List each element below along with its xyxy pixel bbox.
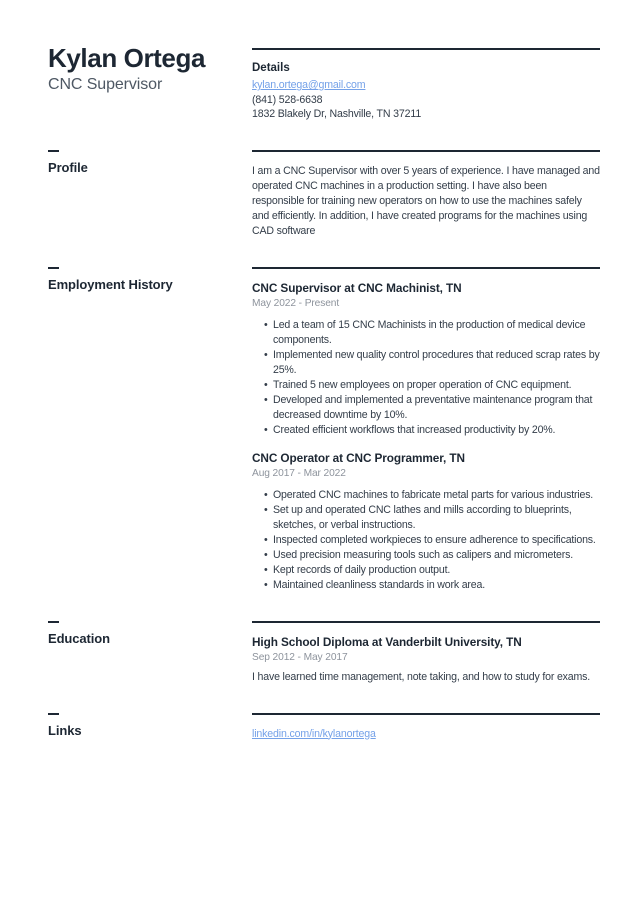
education-section (48, 621, 600, 685)
email-link[interactable]: kylan.ortega@gmail.com (252, 79, 366, 91)
employment-heading: Employment History (48, 276, 173, 292)
job-entry (252, 281, 600, 438)
job-title: CNC Operator at CNC Programmer, TN (252, 450, 465, 465)
profile-left (48, 150, 252, 175)
linkedin-link[interactable]: linkedin.com/in/kylanortega (252, 727, 376, 740)
header-left (48, 44, 252, 94)
job-bullet: • Operated CNC machines to fabricate metal parts for various industries. (252, 488, 600, 503)
education-divider (252, 621, 600, 623)
education-title: High School Diploma at Vanderbilt University, TN (252, 634, 522, 649)
employment-section (48, 267, 600, 593)
job-bullet: • Maintained cleanliness standards in work area. (252, 578, 600, 593)
job-bullet: • Implemented new quality control procedures that reduced scrap rates by 25%. (252, 348, 600, 378)
section-dash (48, 150, 59, 152)
job-title: CNC Supervisor at CNC Machinist, TN (252, 280, 462, 295)
email-line (252, 78, 600, 93)
job-bullet-list (252, 488, 600, 593)
job-bullet: • Trained 5 new employees on proper operation of CNC equipment. (252, 378, 600, 393)
education-dates: Sep 2012 - May 2017 (252, 651, 348, 663)
job-bullet-list (252, 318, 600, 438)
links-divider (252, 713, 600, 715)
header-section (48, 44, 600, 122)
job-dates: May 2022 - Present (252, 297, 340, 309)
header-right (252, 44, 600, 122)
job-bullet: • Kept records of daily production output. (252, 563, 600, 578)
job-bullet: • Created efficient workflows that increased productivity by 20%. (252, 423, 600, 438)
links-heading: Links (48, 722, 82, 738)
links-left (48, 713, 252, 738)
profile-heading: Profile (48, 159, 88, 175)
education-heading: Education (48, 630, 110, 646)
job-bullet: • Set up and operated CNC lathes and mills according to blueprints, sketches, or verbal instructions. (252, 503, 600, 533)
links-right (252, 713, 600, 742)
links-section (48, 713, 600, 742)
section-dash (48, 267, 59, 269)
person-job-title: CNC Supervisor (48, 76, 163, 94)
phone-line: (841) 528-6638 (252, 93, 323, 106)
education-left (48, 621, 252, 646)
employment-right (252, 267, 600, 593)
details-divider (252, 48, 600, 50)
section-dash (48, 713, 59, 715)
job-bullet: • Led a team of 15 CNC Machinists in the production of medical device components. (252, 318, 600, 348)
education-right (252, 621, 600, 685)
education-entry (252, 635, 600, 685)
profile-text: I am a CNC Supervisor with over 5 years of experience. I have managed and operated CNC machines in a production setting. I have also been responsible for training new operators on how to use the machines safely and efficiently. In addition, I have created programs for the machines using CAD software (252, 164, 600, 237)
person-name: Kylan Ortega (48, 43, 206, 73)
profile-divider (252, 150, 600, 152)
details-block (252, 62, 600, 122)
section-dash (48, 621, 59, 623)
employment-left (48, 267, 252, 292)
profile-right (252, 150, 600, 239)
address-line: 1832 Blakely Dr, Nashville, TN 37211 (252, 108, 422, 120)
job-entry (252, 451, 600, 593)
job-dates: Aug 2017 - Mar 2022 (252, 467, 346, 479)
job-bullet: • Developed and implemented a preventative maintenance program that decreased downtime by 10%. (252, 393, 600, 423)
details-heading: Details (252, 62, 290, 74)
employment-divider (252, 267, 600, 269)
job-bullet: • Used precision measuring tools such as calipers and micrometers. (252, 548, 600, 563)
education-text: I have learned time management, note taking, and how to study for exams. (252, 670, 591, 683)
linkedin-line (252, 727, 600, 742)
profile-section (48, 150, 600, 239)
job-bullet: • Inspected completed workpieces to ensure adherence to specifications. (252, 533, 600, 548)
